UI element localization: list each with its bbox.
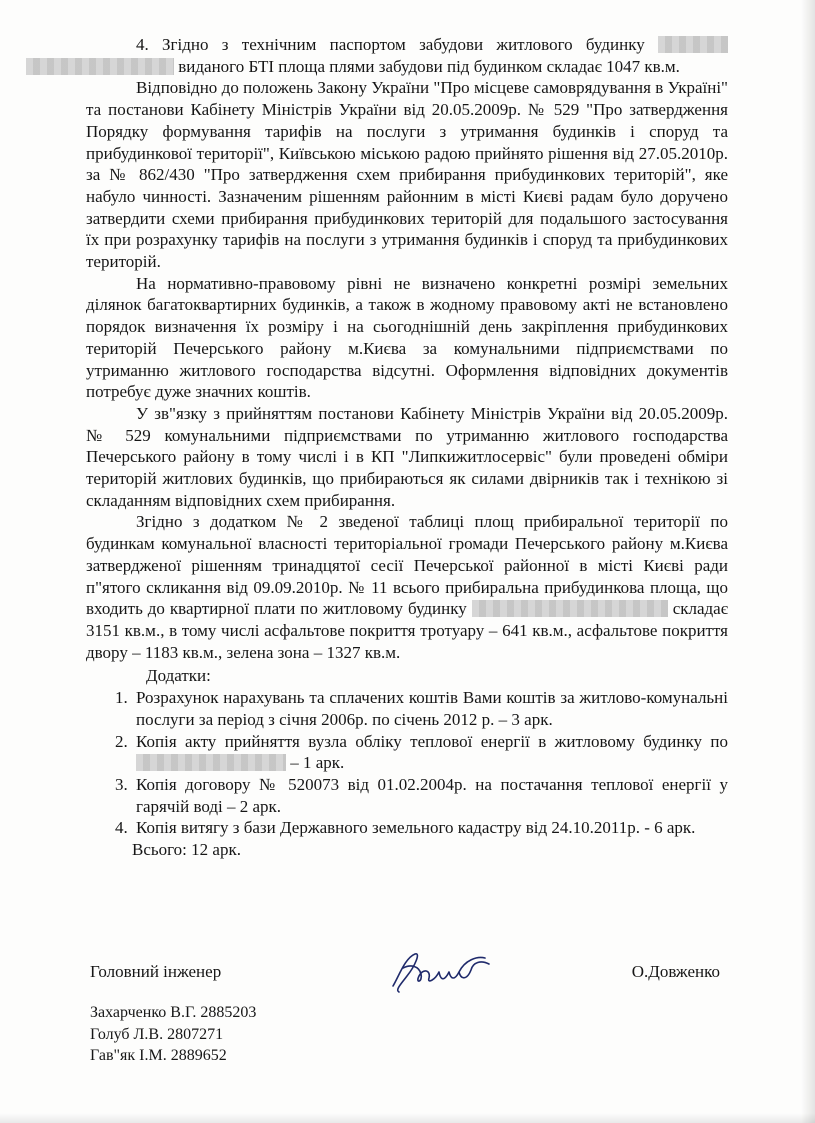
executor-line: Голуб Л.В. 2807271 [90, 1025, 224, 1043]
attachment-item [132, 687, 728, 730]
attachments-total: Всього: 12 арк. [132, 840, 241, 860]
letter-body [86, 34, 728, 861]
paragraph-area-text-a: Згідно з додатком № 2 зведеної таблиці площ прибиральної території по будинкам комунальної власності територіальної громади Печерського району м.Києва затвердженої рішенням тринадцятої сесії Печерської районної в місті Києві ради п"ятого скликання від 09.09.2010р. № 11 всього прибиральна прибудинкова площа, що входить до квартирної плати по житловому будинку [86, 512, 728, 619]
executors-list [90, 1002, 256, 1067]
signer-role: Головний інженер [90, 962, 222, 981]
paragraph-normative: На нормативно-правовому рівні не визначено конкретні розмірі земельних ділянок багатоквартирних будинків, а також в жодному правовому акті не встановлено порядок визначення їх розміру і на сьогоднішній день закріплення прибудинкових територій Печерського району м.Києва за комунальними підприємствами по утриманню житлового господарства відсутні. Оформлення відповідних документів потребує дуже значних коштів. [86, 273, 728, 402]
attachments-title: Додатки: [146, 666, 211, 686]
paragraph-4 [86, 34, 728, 77]
scan-shadow-bottom [0, 1113, 815, 1123]
attachment-text: Копія витягу з бази Державного земельного кадастру від 24.10.2011р. - 6 арк. [136, 818, 696, 838]
attachment-item [132, 774, 728, 817]
redacted-address [658, 36, 728, 53]
scan-shadow-right [801, 0, 815, 1123]
paragraph-4-text-b: виданого БТІ площа плями забудови під будинком складає 1047 кв.м. [178, 56, 680, 76]
redacted-address [472, 600, 668, 617]
paragraph-area-text-b: складає 3151 кв.м., в тому числі асфальтове покриття тротуару – 641 кв.м., асфальтове покриття двору – 1183 кв.м., зелена зона – 1327 кв.м. [86, 599, 729, 662]
redacted-address [136, 754, 286, 771]
attachment-text: Копія акту прийняття вузла обліку теплової енергії в житловому будинку по [136, 731, 728, 751]
attachments-list [86, 687, 728, 839]
attachment-text: – 1 арк. [290, 753, 345, 773]
paragraph-area [86, 511, 728, 663]
executor-line: Гав"як І.М. 2889652 [90, 1047, 227, 1064]
signer-name: О.Довженко [631, 962, 720, 981]
paragraph-law: Відповідно до положень Закону України "Про місцеве самоврядування в Україні" та постанови Кабінету Міністрів України від 20.05.2009р. № 529 "Про затвердження Порядку формування тарифів на послуги з утримання будинків і споруд та прибудинкової території", Київською міською радою прийнято рішення від 27.05.2010р. за № 862/430 "Про затвердження схем прибирання прибудинкових територій", яке набуло чинності. Зазначеним рішенням районним в місті Києві радам було доручено затвердити схеми прибирання прибудинкових територій для подальшого застосування їх при розрахунку тарифів на послуги з утримання будинків і споруд та прибудинкових територій. [86, 78, 728, 272]
executor-line: Захарченко В.Г. 2885203 [90, 1004, 257, 1021]
paragraph-4-text-a: 4. Згідно з технічним паспортом забудови житлового будинку [136, 35, 645, 54]
paragraph-measurements: У зв"язку з прийняттям постанови Кабінету Міністрів України від 20.05.2009р. № 529 комунальними підприємствами по утриманню житлового господарства Печерського району в тому числі і в КП "Липкижитлосервіс" були проведені обміри територій житлових будинків, що прибираються як силами двірників так і технікою зі складанням відповідних схем прибирання. [86, 403, 728, 510]
attachment-text: Розрахунок нарахувань та сплачених коштів Вами коштів за житлово-комунальні послуги за період з січня 2006р. по січень 2012 р. – 3 арк. [136, 688, 728, 729]
attachment-item [132, 817, 728, 839]
attachment-text: Копія договору № 520073 від 01.02.2004р. на постачання теплової енергії у гарячій воді – 2 арк. [136, 774, 728, 816]
handwritten-signature [385, 946, 500, 996]
attachment-item [132, 731, 728, 774]
redacted-address-cont [26, 58, 174, 75]
